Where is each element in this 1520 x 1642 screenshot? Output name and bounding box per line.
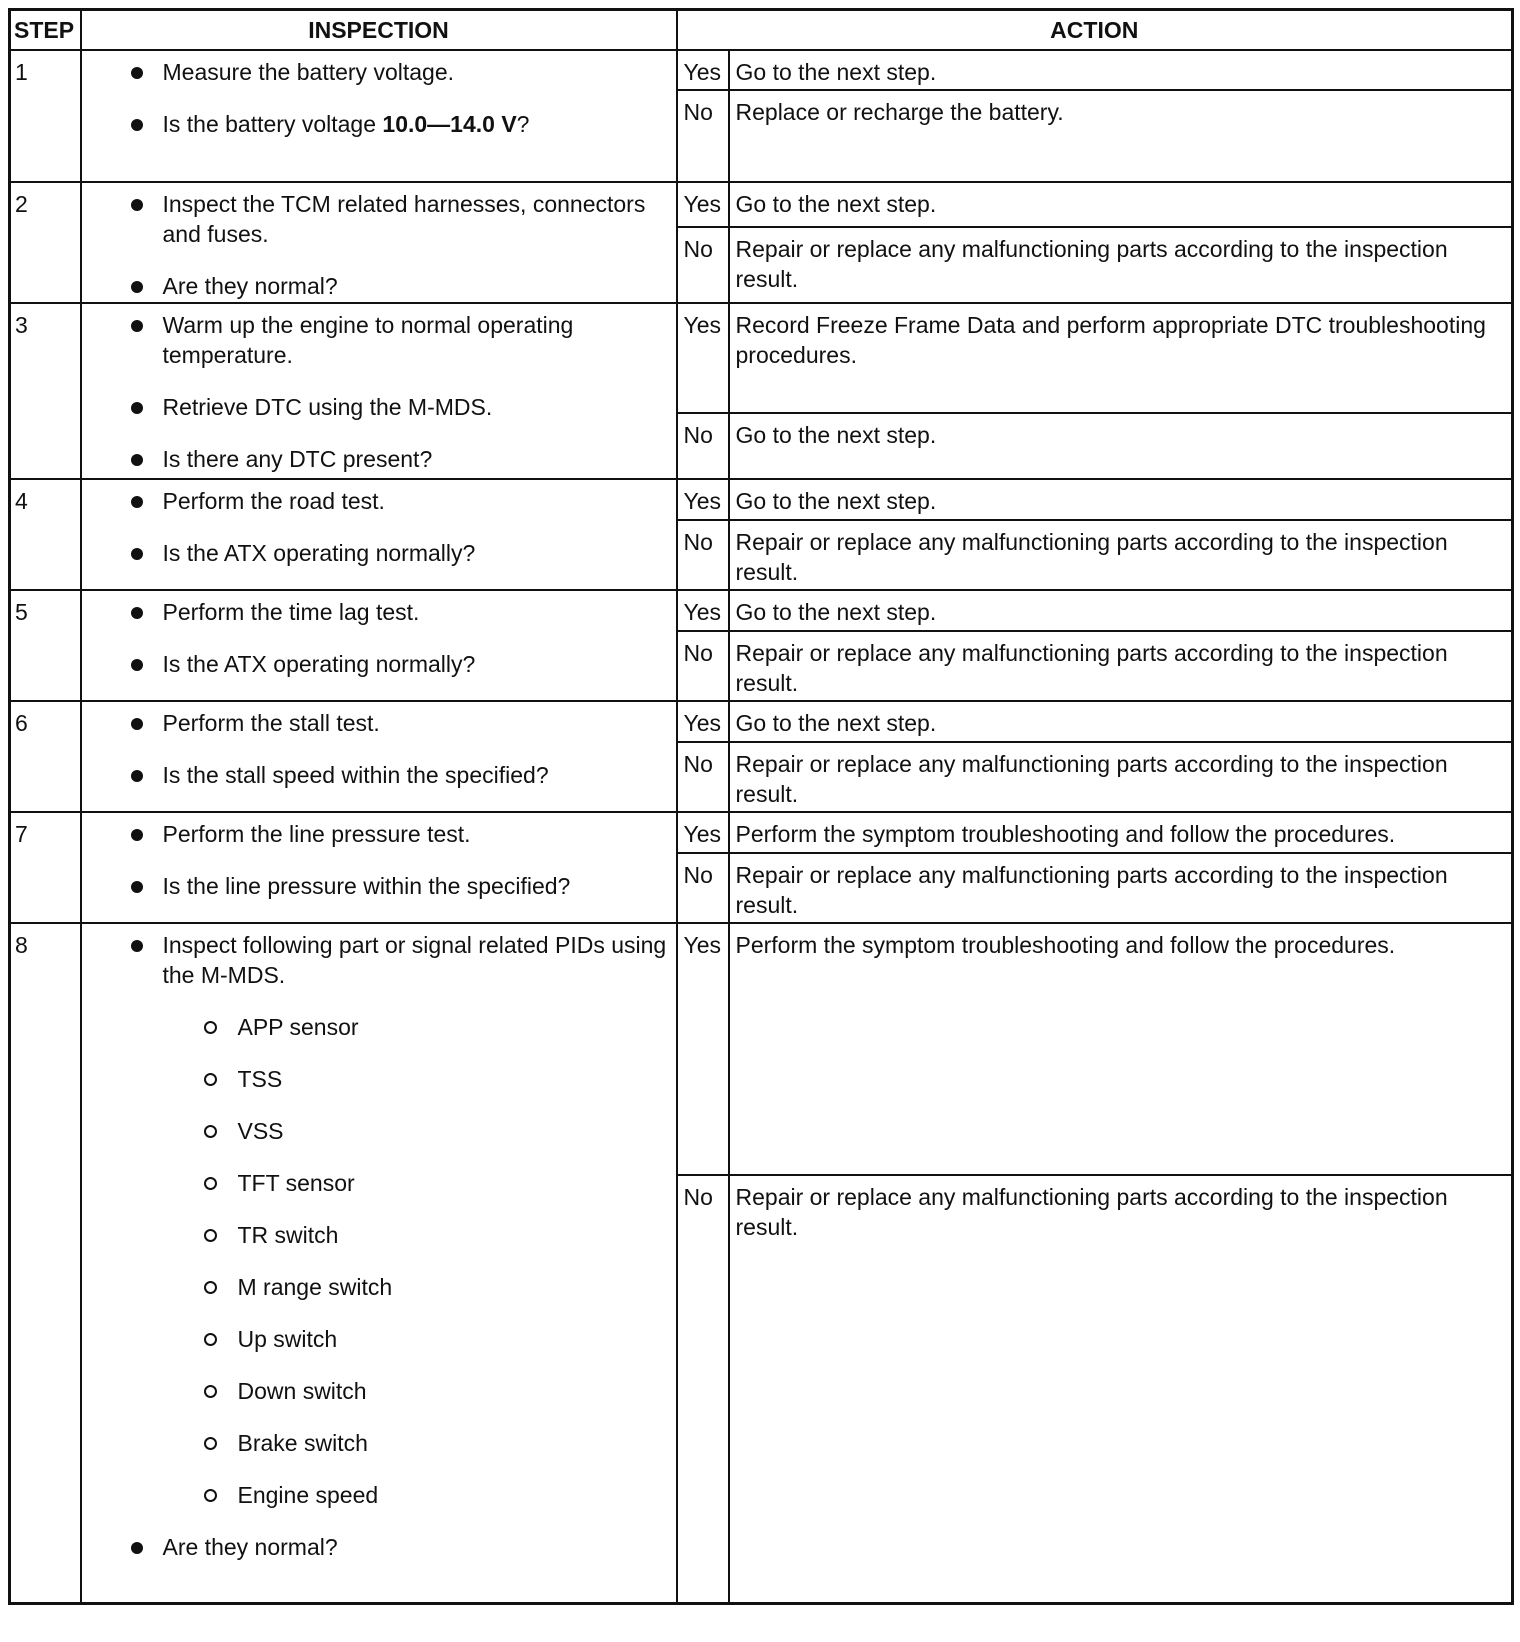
table-row [10,812,1513,853]
yes-label: Yes [677,590,729,631]
sub-item: TFT sensor [82,1168,668,1198]
header-inspection: INSPECTION [81,10,677,51]
yes-label: Yes [677,50,729,90]
inspection-question [82,109,668,139]
no-label: No [677,853,729,923]
inspection-item: Inspect the TCM related harnesses, connectors and fuses. [82,189,668,249]
inspection-item: Measure the battery voltage. [82,57,668,87]
sub-item: VSS [82,1116,668,1146]
inspection-cell [81,479,677,590]
yes-action: Go to the next step. [729,182,1513,227]
no-action: Repair or replace any malfunctioning parts according to the inspection result. [729,227,1513,303]
yes-action: Go to the next step. [729,50,1513,90]
no-action: Repair or replace any malfunctioning parts according to the inspection result. [729,853,1513,923]
yes-action: Go to the next step. [729,701,1513,742]
sub-item: APP sensor [82,1012,668,1042]
sub-item: Down switch [82,1376,668,1406]
yes-label: Yes [677,303,729,413]
no-label: No [677,742,729,812]
step-number: 4 [10,479,81,590]
yes-label: Yes [677,923,729,1175]
inspection-item: Perform the stall test. [82,708,668,738]
yes-action: Go to the next step. [729,590,1513,631]
table-row [10,479,1513,520]
yes-label: Yes [677,812,729,853]
header-row [10,10,1513,51]
inspection-question: Are they normal? [82,271,668,301]
yes-label: Yes [677,182,729,227]
no-action: Go to the next step. [729,413,1513,479]
yes-action: Record Freeze Frame Data and perform appropriate DTC troubleshooting procedures. [729,303,1513,413]
sub-item: Brake switch [82,1428,668,1458]
step-number: 2 [10,182,81,303]
sub-item: M range switch [82,1272,668,1302]
no-label: No [677,413,729,479]
inspection-cell [81,923,677,1603]
yes-label: Yes [677,479,729,520]
step-number: 6 [10,701,81,812]
inspection-cell [81,303,677,479]
no-action: Replace or recharge the battery. [729,90,1513,182]
inspection-item: Perform the road test. [82,486,668,516]
step-number: 8 [10,923,81,1603]
inspection-item: Perform the line pressure test. [82,819,668,849]
voltage-range: 10.0—14.0 V [382,111,517,137]
inspection-item: Warm up the engine to normal operating temperature. [82,310,668,370]
inspection-cell [81,812,677,923]
yes-label: Yes [677,701,729,742]
step-number: 1 [10,50,81,182]
inspection-item: Inspect following part or signal related PIDs using the M-MDS. [82,930,668,990]
table-row [10,50,1513,90]
inspection-item: Perform the time lag test. [82,597,668,627]
step-number: 5 [10,590,81,701]
no-action: Repair or replace any malfunctioning parts according to the inspection result. [729,520,1513,590]
no-label: No [677,520,729,590]
no-label: No [677,1175,729,1603]
inspection-question: Is the line pressure within the specified? [82,871,668,901]
no-action: Repair or replace any malfunctioning parts according to the inspection result. [729,1175,1513,1603]
inspection-question: Is there any DTC present? [82,444,668,474]
no-action: Repair or replace any malfunctioning parts according to the inspection result. [729,742,1513,812]
sub-item: Engine speed [82,1480,668,1510]
troubleshooting-table [8,8,1514,1605]
header-step: STEP [10,10,81,51]
no-action: Repair or replace any malfunctioning parts according to the inspection result. [729,631,1513,701]
table-row [10,701,1513,742]
table-row [10,303,1513,413]
inspection-question: Are they normal? [82,1532,668,1562]
step-number: 7 [10,812,81,923]
header-action: ACTION [677,10,1513,51]
sub-item: Up switch [82,1324,668,1354]
inspection-question: Is the ATX operating normally? [82,538,668,568]
inspection-cell [81,590,677,701]
inspection-cell [81,50,677,182]
table-row [10,590,1513,631]
inspection-question: Is the ATX operating normally? [82,649,668,679]
step-number: 3 [10,303,81,479]
sub-item: TR switch [82,1220,668,1250]
inspection-item: Retrieve DTC using the M-MDS. [82,392,668,422]
table-row [10,923,1513,1175]
inspection-cell [81,701,677,812]
inspection-question: Is the stall speed within the specified? [82,760,668,790]
table-row [10,182,1513,227]
yes-action: Perform the symptom troubleshooting and follow the procedures. [729,923,1513,1175]
question-mark: ? [516,111,530,137]
question-text: Is the battery voltage [162,111,383,137]
yes-action: Perform the symptom troubleshooting and follow the procedures. [729,812,1513,853]
no-label: No [677,90,729,182]
no-label: No [677,227,729,303]
inspection-cell [81,182,677,303]
no-label: No [677,631,729,701]
sub-item: TSS [82,1064,668,1094]
yes-action: Go to the next step. [729,479,1513,520]
